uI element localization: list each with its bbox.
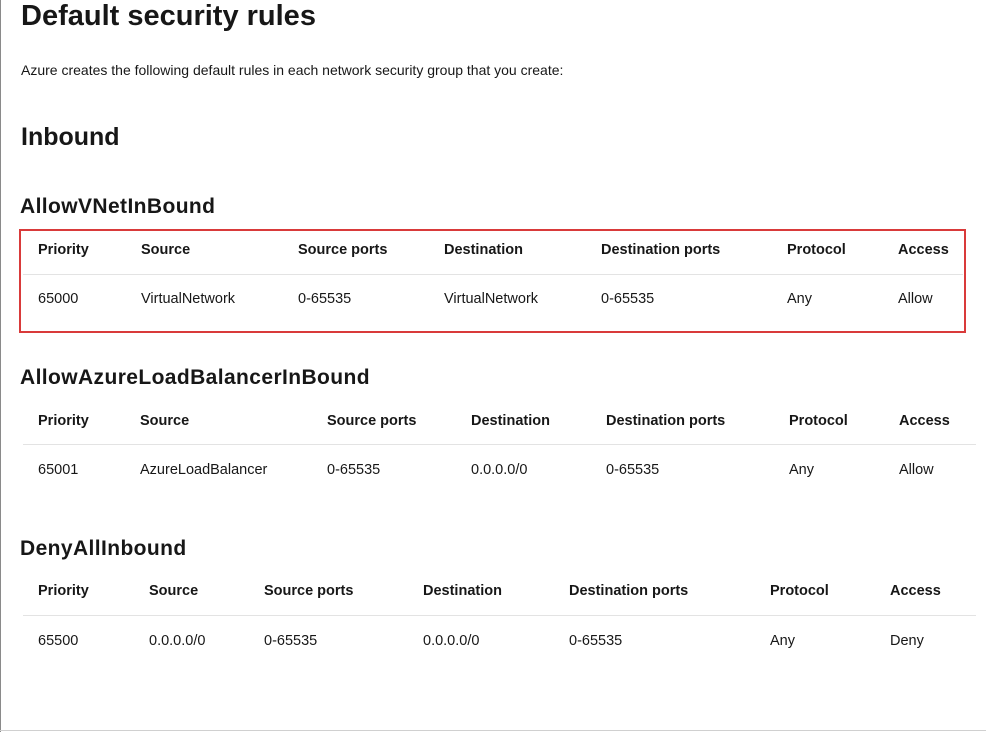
cell-source: VirtualNetwork: [141, 291, 236, 307]
cell-source: 0.0.0.0/0: [149, 633, 206, 649]
cell-destination: 0.0.0.0/0: [471, 462, 528, 478]
cell-source-ports: 0-65535: [298, 291, 352, 307]
row-divider: [23, 615, 976, 616]
header-protocol: Protocol: [789, 413, 848, 429]
cell-protocol: Any: [789, 462, 814, 478]
header-access: Access: [899, 413, 950, 429]
row-divider: [23, 444, 976, 445]
row-divider: [23, 274, 963, 275]
header-destination: Destination: [423, 583, 502, 599]
header-priority: Priority: [38, 242, 89, 258]
header-destination-ports: Destination ports: [569, 583, 689, 599]
header-access: Access: [890, 583, 941, 599]
header-source-ports: Source ports: [298, 242, 388, 258]
cell-priority: 65000: [38, 291, 79, 307]
header-source: Source: [140, 413, 190, 429]
intro-text: Azure creates the following default rules in each network security group that you create:: [21, 62, 564, 78]
cell-destination: VirtualNetwork: [444, 291, 539, 307]
bottom-border: [0, 730, 986, 731]
rule-title: DenyAllInbound: [20, 537, 187, 560]
rule-title: AllowAzureLoadBalancerInBound: [20, 366, 370, 389]
left-border: [0, 0, 1, 732]
cell-source-ports: 0-65535: [264, 633, 318, 649]
rule-title: AllowVNetInBound: [20, 195, 216, 218]
header-access: Access: [898, 242, 949, 258]
header-source-ports: Source ports: [327, 413, 417, 429]
header-source-ports: Source ports: [264, 583, 354, 599]
cell-destination-ports: 0-65535: [601, 291, 655, 307]
cell-destination-ports: 0-65535: [606, 462, 660, 478]
section-heading-inbound: Inbound: [21, 123, 120, 151]
cell-source-ports: 0-65535: [327, 462, 381, 478]
cell-priority: 65500: [38, 633, 79, 649]
header-source: Source: [149, 583, 199, 599]
cell-destination-ports: 0-65535: [569, 633, 623, 649]
header-protocol: Protocol: [770, 583, 829, 599]
cell-access: Deny: [890, 633, 924, 649]
cell-access: Allow: [899, 462, 934, 478]
cell-protocol: Any: [770, 633, 795, 649]
header-destination-ports: Destination ports: [601, 242, 721, 258]
cell-destination: 0.0.0.0/0: [423, 633, 480, 649]
header-destination-ports: Destination ports: [606, 413, 726, 429]
header-source: Source: [141, 242, 191, 258]
header-priority: Priority: [38, 583, 89, 599]
cell-priority: 65001: [38, 462, 79, 478]
header-priority: Priority: [38, 413, 89, 429]
cell-source: AzureLoadBalancer: [140, 462, 268, 478]
header-destination: Destination: [444, 242, 523, 258]
cell-access: Allow: [898, 291, 933, 307]
header-protocol: Protocol: [787, 242, 846, 258]
header-destination: Destination: [471, 413, 550, 429]
page-title: Default security rules: [21, 0, 316, 32]
cell-protocol: Any: [787, 291, 812, 307]
